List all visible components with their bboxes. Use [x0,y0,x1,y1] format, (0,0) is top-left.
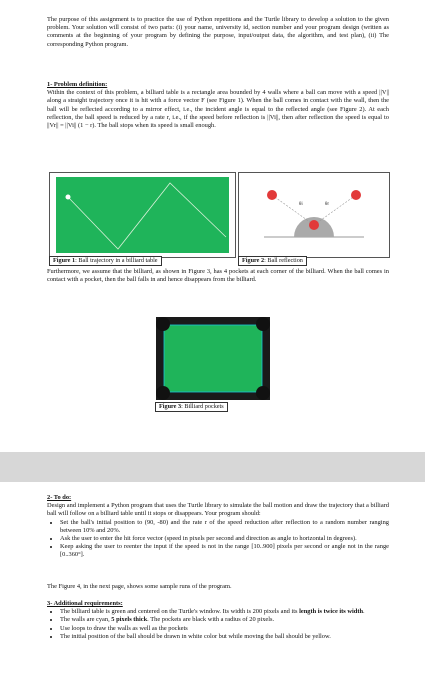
list-item: • Use loops to draw the walls as well as the pockets [60,625,389,633]
pocket-icon [256,386,270,400]
pockets-paragraph: Furthermore, we assume that the billiard, as shown in Figure 3, has 4 pockets at each corner of the billiard. When the ball comes in contact with a pocket, then the ball falls in and hence disappears from the billiard. [47,268,389,284]
ball-icon [351,190,361,200]
section-1-body: Within the context of this problem, a billiard table is a rectangle area bounded by 4 walls where a ball can move with a speed ||V|| along a straight trajectory once it is hit with a force vector F (see Figure 1). When the ball comes in contact with the wall, then the ball will be reflected according to a mirror effect, i.e., the incident angle is equal to the reflected angle (see Figure 2). At each reflection, the ball speed is reduced by a rate r, i.e., if the speed before reflection is ||Vi||, then after reflection the speed is equal to ||Vr|| = ||Vi|| (1 − r). The ball stops when its speed is small enough. [47,89,389,130]
figure-2-text: : Ball reflection [264,257,303,264]
ball-reflection-figure [239,173,389,257]
figure-3 [155,316,271,401]
reflected-ray [314,195,356,225]
billiard-pockets-figure [155,316,271,401]
section-3 [47,600,389,641]
section-2 [47,494,389,560]
figure-1-label: Figure 1 [53,257,76,264]
pocket-icon [156,386,170,400]
figure-3-label: Figure 3 [159,403,182,410]
pocket-icon [156,317,170,331]
list-item: • Keep asking the user to reenter the input if the speed is not in the range [10..900] pixels per second or angle not in the range [0..360°]. [60,543,389,559]
ball-icon [66,195,71,200]
incident-ray [272,195,314,225]
list-item: • Set the ball's initial position to (90, -80) and the rate r of the speed reduction after reflection to a random number ranging between 10% and 20%. [60,519,389,535]
ball-icon [267,190,277,200]
list-item: • The initial position of the ball should be drawn in white color but while moving the ball should be yellow. [60,633,389,641]
incident-angle-label: θi [299,202,303,207]
list-item: • Ask the user to enter the hit force vector (speed in pixels per second and direction as angle to horizontal in degrees). [60,535,389,543]
figure-2-label: Figure 2 [242,257,265,264]
section-2-heading: 2- To do: [47,494,72,501]
list-item: • The billiard table is green and centered on the Turtle's window. Its width is 200 pixels and its length is twice its width. [60,608,389,616]
section-3-heading: 3- Additional requirements: [47,600,123,607]
page-2 [0,482,425,700]
figure-3-caption [155,402,228,412]
figure-1-text: : Ball trajectory in a billiard table [75,257,158,264]
ball-icon [309,220,319,230]
billiard-table [164,325,262,392]
page-separator [0,452,425,482]
reflected-angle-label: θr [325,202,330,207]
figure-1-caption [49,256,162,266]
billiard-trajectory-figure [50,173,235,257]
figure-2-caption [238,256,307,266]
section-1-heading: 1- Problem definition: [47,81,108,88]
figure-3-text: : Billiard pockets [181,403,224,410]
pocket-icon [256,317,270,331]
todo-list [47,519,389,560]
list-item: • The walls are cyan, 5 pixels thick. The pockets are black with a radius of 20 pixels. [60,616,389,624]
figure-1 [49,172,236,258]
requirements-list [47,608,389,641]
section-2-body: Design and implement a Python program that uses the Turtle library to simulate the ball motion and draw the trajectory that a billiard ball will follow on a billiard table until it stops or disappears. Your program should: [47,502,389,518]
figure-4-note: The Figure 4, in the next page, shows some sample runs of the program. [47,583,232,590]
section-1 [47,81,389,130]
figure-2 [238,172,390,258]
intro-paragraph: The purpose of this assignment is to practice the use of Python repetitions and the Turtle library to develop a solution to the given problem. Your solution will consist of two parts: (i) your name, university id, section number and your program design (written as comments at the beginning of your program by defining the purpose, input/output data, the algorithm, and test plan), (ii) The corresponding Python program. [47,16,389,48]
